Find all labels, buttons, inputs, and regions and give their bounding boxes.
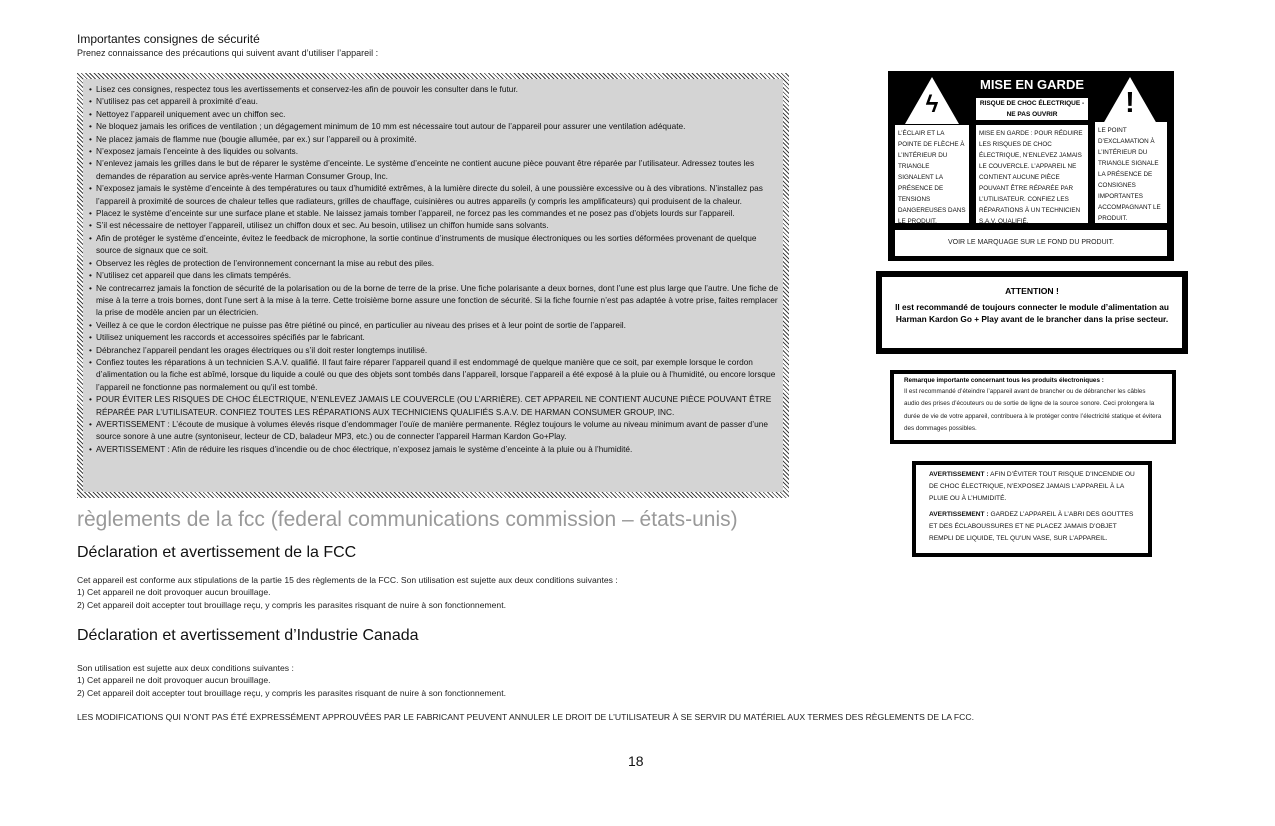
caution-title: MISE EN GARDE — [979, 77, 1084, 92]
warning-text: AFIN D’ÉVITER TOUT RISQUE D’INCENDIE OU DE CHOC ÉLECTRIQUE, N’EXPOSEZ JAMAIS L’APPAREIL À LA PLUIE OU À L’HUMIDITÉ. — [929, 471, 1135, 503]
list-item: • Lisez ces consignes, respectez tous les avertissements et conservez-les afin de pouvoir les consulter dans le futur. — [89, 83, 779, 95]
fcc-line: Cet appareil est conforme aux stipulations de la partie 15 des règlements de la FCC. Son utilisation est sujette aux deux conditions suivantes : — [77, 575, 618, 585]
page-number: 18 — [628, 753, 644, 769]
exclamation-explanation: LE POINT D’EXCLAMATION À L’INTÉRIEUR DU TRIANGLE SIGNALE LA PRÉSENCE DE CONSIGNES IMPORTANTES ACCOMPAGNANT LE PRODUIT. — [1095, 122, 1167, 223]
warning-label: AVERTISSEMENT : — [929, 510, 989, 518]
lightning-explanation: L’ÉCLAIR ET LA POINTE DE FLÈCHE À L’INTÉRIEUR DU TRIANGLE SIGNALENT LA PRÉSENCE DE TENSIONS DANGEREUSES DANS LE PRODUIT. — [895, 125, 969, 223]
warning-text: GARDEZ L’APPAREIL À L’ABRI DES GOUTTES ET DES ÉCLABOUSSURES ET NE PLACEZ JAMAIS D’OBJET REMPLI DE LIQUIDE, TEL QU’UN VASE, SUR L’APPAREIL. — [929, 510, 1134, 543]
list-item: • Utilisez uniquement les raccords et accessoires spécifiés par le fabricant. — [89, 331, 779, 343]
lightning-icon: ϟ — [925, 91, 939, 118]
list-item: • POUR ÉVITER LES RISQUES DE CHOC ÉLECTRIQUE, N’ENLEVEZ JAMAIS LE COUVERCLE (OU L’ARRIÈRE). CET APPAREIL NE CONTIENT AUCUNE PIÈCE POUVANT ÊTRE RÉPARÉE PAR L’UTILISATEUR. CONFIEZ TOUTES LES RÉPARATIONS AUX TECHNICIENS QUALIFIÉS S.A.V. DE HARMAN CONSUMER GROUP, INC. — [89, 393, 779, 418]
safety-intro: Prenez connaissance des précautions qui suivent avant d’utiliser l’appareil : — [77, 48, 379, 58]
caution-subtitle: RISQUE DE CHOC ÉLECTRIQUE - NE PAS OUVRIR — [976, 98, 1088, 120]
caution-panel — [888, 71, 1174, 261]
safety-list — [83, 79, 783, 455]
list-item: • AVERTISSEMENT : Afin de réduire les risques d’incendie ou de choc électrique, n’exposez jamais le système d’enceinte à la pluie ou à l’humidité. — [89, 443, 779, 455]
note-title: Remarque importante concernant tous les produits électroniques : — [904, 377, 1104, 384]
fcc-heading: règlements de la fcc (federal communications commission – états-unis) — [77, 508, 738, 531]
warning-liquid — [929, 509, 1138, 546]
list-item: • N’exposez jamais le système d’enceinte à des températures ou taux d’humidité extrêmes, à la lumière directe du soleil, à une poussière excessive ou à des vibrations. N’installez pas l’appareil à proximité de sources de chaleur telles que radiateurs, grilles de chauffage, cuisinières ou autres appareils (y compris les amplificateurs) qui produisent de la chaleur. — [89, 182, 779, 207]
list-item: • Ne contrecarrez jamais la fonction de sécurité de la polarisation ou de la borne de terre de la prise. Une fiche polarisante a deux bornes, dont l’une est plus large que l’autre. Une fiche de mise à la terre a trois bornes, dont l’une sert à la mise à la terre. Cette troisième borne assure une fonction de sécurité. Si la fiche fournie n’est pas adaptée à votre prise, faites remplacer la prise de modèle ancien par un électricien. — [89, 282, 779, 319]
list-item: • Afin de protéger le système d’enceinte, évitez le feedback de microphone, la sortie continue d’instruments de musique électroniques ou les sorties déformées provenant de quelque source de signaux que ce soit. — [89, 232, 779, 257]
electronics-note-box — [890, 370, 1176, 444]
safety-title: Importantes consignes de sécurité — [77, 32, 260, 46]
ic-line: 2) Cet appareil doit accepter tout brouillage reçu, y compris les parasites risquant de nuire à son fonctionnement. — [77, 687, 506, 698]
list-item: • N’enlevez jamais les grilles dans le but de réparer le système d’enceinte. Le système d’enceinte ne contient aucune pièce pouvant être réparée par l’utilisateur. Adressez toutes les demandes de réparation au service après-vente Harman Consumer Group, Inc. — [89, 157, 779, 182]
list-item: • Placez le système d’enceinte sur une surface plane et stable. Ne laissez jamais tomber l’appareil, ne forcez pas les commandes et ne posez pas d’objets lourds sur l’appareil. — [89, 207, 779, 219]
attention-title: ATTENTION ! — [1005, 286, 1059, 296]
caution-text: MISE EN GARDE : POUR RÉDUIRE LES RISQUES DE CHOC ÉLECTRIQUE, N’ENLEVEZ JAMAIS LE COUVERCLE. L’APPAREIL NE CONTIENT AUCUNE PIÈCE POUVANT ÊTRE RÉPARÉE PAR L’UTILISATEUR. CONFIEZ LES RÉPARATIONS À UN TECHNICIEN S.A.V. QUALIFIÉ. — [976, 125, 1088, 223]
ic-declaration-title: Déclaration et avertissement d’Industrie Canada — [77, 627, 419, 644]
note-body: Il est recommandé d’éteindre l’appareil avant de brancher ou de débrancher les câbles audio des prises d’écouteurs ou de sortie de ligne de la source sonore. Ceci prolongera la durée de vie de votre appareil, contribuera à le protéger contre l’électricité statique et évitera des dommages possibles. — [904, 388, 1162, 433]
warning-fire — [929, 469, 1138, 506]
fcc-declaration-text — [77, 574, 1077, 611]
list-item: • AVERTISSEMENT : L’écoute de musique à volumes élevés risque d’endommager l’ouïe de manière permanente. Réglez toujours le volume au niveau minimum avant de passer d’une source sonore à une autre (syntoniseur, lecteur de CD, baladeur MP3, etc.) ou de connecter l’appareil Harman Kardon Go+Play. — [89, 418, 779, 443]
attention-body: Il est recommandé de toujours connecter le module d’alimentation au Harman Kardon Go + Play avant de le brancher dans la prise secteur. — [895, 302, 1169, 324]
list-item: • Observez les règles de protection de l’environnement concernant la mise au rebut des piles. — [89, 257, 779, 269]
exclamation-icon: ! — [1125, 87, 1135, 119]
list-item: • N’utilisez cet appareil que dans les climats tempérés. — [89, 269, 779, 281]
fcc-line: 1) Cet appareil ne doit provoquer aucun brouillage. — [77, 587, 271, 598]
attention-box — [876, 271, 1188, 354]
list-item: • Nettoyez l’appareil uniquement avec un chiffon sec. — [89, 108, 779, 120]
list-item: • Veillez à ce que le cordon électrique ne puisse pas être piétiné ou pincé, en particulier au niveau des prises et à leur point de sortie de l’appareil. — [89, 319, 779, 331]
ic-line: 1) Cet appareil ne doit provoquer aucun brouillage. — [77, 675, 271, 686]
fcc-line: 2) Cet appareil doit accepter tout brouillage reçu, y compris les parasites risquant de nuire à son fonctionnement. — [77, 599, 506, 610]
safety-instructions-box — [77, 73, 789, 498]
ic-declaration-text — [77, 662, 1077, 699]
ic-line: Son utilisation est sujette aux deux conditions suivantes : — [77, 663, 294, 673]
fcc-declaration-title: Déclaration et avertissement de la FCC — [77, 544, 357, 561]
list-item: • Débranchez l’appareil pendant les orages électriques ou s’il doit rester longtemps inutilisé. — [89, 344, 779, 356]
final-warnings-box — [912, 461, 1152, 557]
list-item: • Ne placez jamais de flamme nue (bougie allumée, par ex.) sur l’appareil ou à proximité. — [89, 133, 779, 145]
list-item: • S’il est nécessaire de nettoyer l’appareil, utilisez un chiffon doux et sec. Au besoin, utilisez un chiffon humide sans solvants. — [89, 219, 779, 231]
list-item: • N’exposez jamais l’enceinte à des liquides ou solvants. — [89, 145, 779, 157]
warning-label: AVERTISSEMENT : — [929, 471, 989, 478]
list-item: • N’utilisez pas cet appareil à proximité d’eau. — [89, 95, 779, 107]
list-item: • Confiez toutes les réparations à un technicien S.A.V. qualifié. Il faut faire réparer l’appareil quand il est endommagé de quelque manière que ce soit, par exemple lorsque le cordon d’alimentation ou la fiche est abîmé, lorsque du liquide a coulé ou que des objets sont tombés dans l’appareil, lorsque l’appareil a été exposé à la pluie ou à l’humidité, ou encore lorsque l’appareil ne fonctionne pas normalement ou qu’il est tombé. — [89, 356, 779, 393]
list-item: • Ne bloquez jamais les orifices de ventilation ; un dégagement minimum de 10 mm est nécessaire tout autour de l’appareil pour assurer une ventilation adéquate. — [89, 120, 779, 132]
caution-footer: VOIR LE MARQUAGE SUR LE FOND DU PRODUIT. — [895, 230, 1167, 256]
modifications-notice: LES MODIFICATIONS QUI N’ONT PAS ÉTÉ EXPRESSÉMENT APPROUVÉES PAR LE FABRICANT PEUVENT ANNULER LE DROIT DE L’UTILISATEUR À SE SERVIR DU MATÉRIEL AUX TERMES DES RÈGLEMENTS DE LA FCC. — [77, 712, 974, 722]
